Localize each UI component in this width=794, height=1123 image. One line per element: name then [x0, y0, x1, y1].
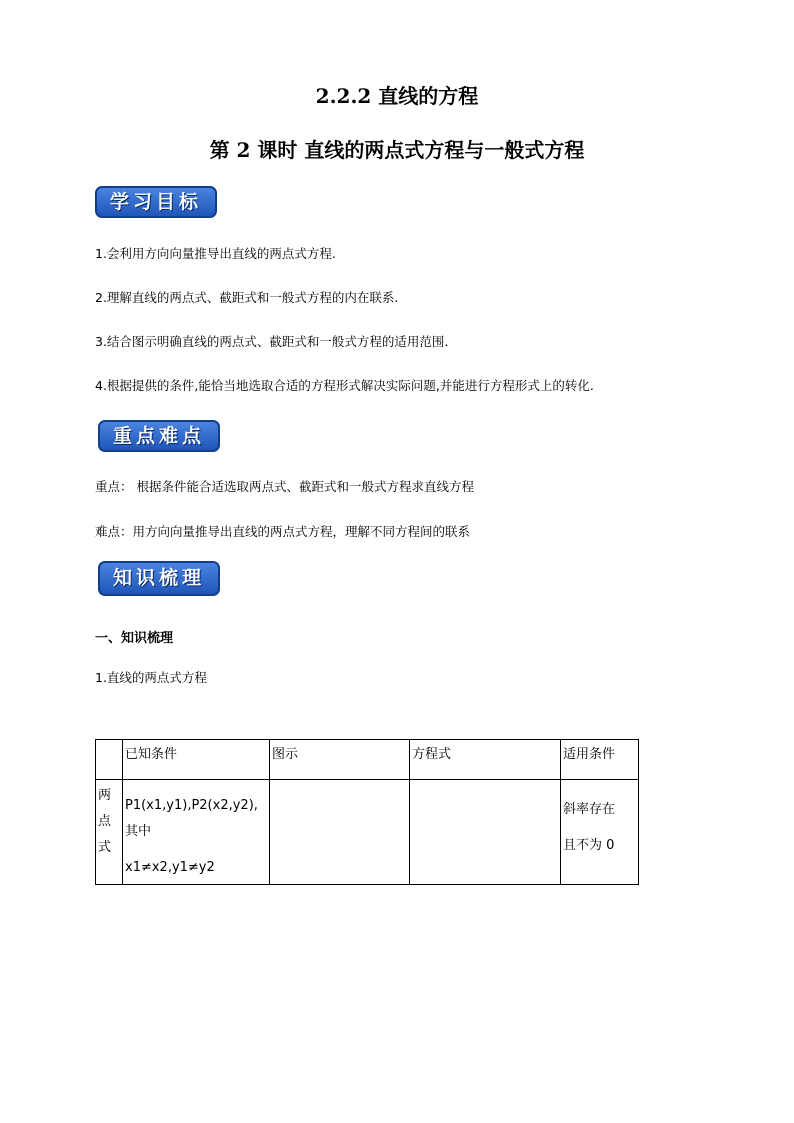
header-cell-applicable: 适用条件 [561, 740, 639, 780]
header-cell-equation: 方程式 [410, 740, 561, 780]
header-cell-condition: 已知条件 [123, 740, 270, 780]
two-point-form-table [95, 739, 639, 885]
table-header-row [96, 740, 639, 780]
applicable-line-2: 且不为 0 [563, 838, 615, 853]
header-cell-blank [96, 740, 123, 780]
difficulty-text: 难点：用方向向量推导出直线的两点式方程，理解不同方程间的联系 [95, 524, 471, 539]
objective-2: 2.理解直线的两点式、截距式和一般式方程的内在联系. [95, 290, 399, 305]
page-title: 2.2.2 直线的方程 [315, 84, 479, 108]
item-heading: 1.直线的两点式方程 [95, 670, 207, 685]
badge-objectives: 学习目标 [95, 186, 217, 218]
condition-line-1: P1(x1,y1),P2(x2,y2),其中 [125, 798, 258, 839]
equation-cell [410, 780, 561, 885]
row-name-char: 点 [98, 814, 112, 829]
header-cell-diagram: 图示 [270, 740, 410, 780]
objective-3: 3.结合图示明确直线的两点式、截距式和一般式方程的适用范围. [95, 334, 449, 349]
row-name-char: 式 [98, 840, 112, 855]
diagram-cell [270, 780, 410, 885]
applicable-cell [561, 780, 639, 885]
row-name-char: 两 [98, 788, 112, 803]
row-name-cell [96, 780, 123, 885]
condition-cell [123, 780, 270, 885]
badge-key-points: 重点难点 [98, 420, 220, 452]
page-subtitle: 第 2 课时 直线的两点式方程与一般式方程 [209, 138, 585, 162]
badge-knowledge: 知识梳理 [98, 561, 220, 596]
applicable-line-1: 斜率存在 [563, 802, 616, 817]
table-row [96, 780, 639, 885]
objective-1: 1.会利用方向向量推导出直线的两点式方程. [95, 246, 336, 261]
condition-line-2: x1≠x2,y1≠y2 [125, 860, 215, 875]
section-heading: 一、知识梳理 [95, 631, 174, 646]
objective-4: 4.根据提供的条件,能恰当地选取合适的方程形式解决实际问题,并能进行方程形式上的转化. [95, 378, 594, 393]
key-point-text: 重点： 根据条件能合适选取两点式、截距式和一般式方程求直线方程 [95, 479, 474, 494]
